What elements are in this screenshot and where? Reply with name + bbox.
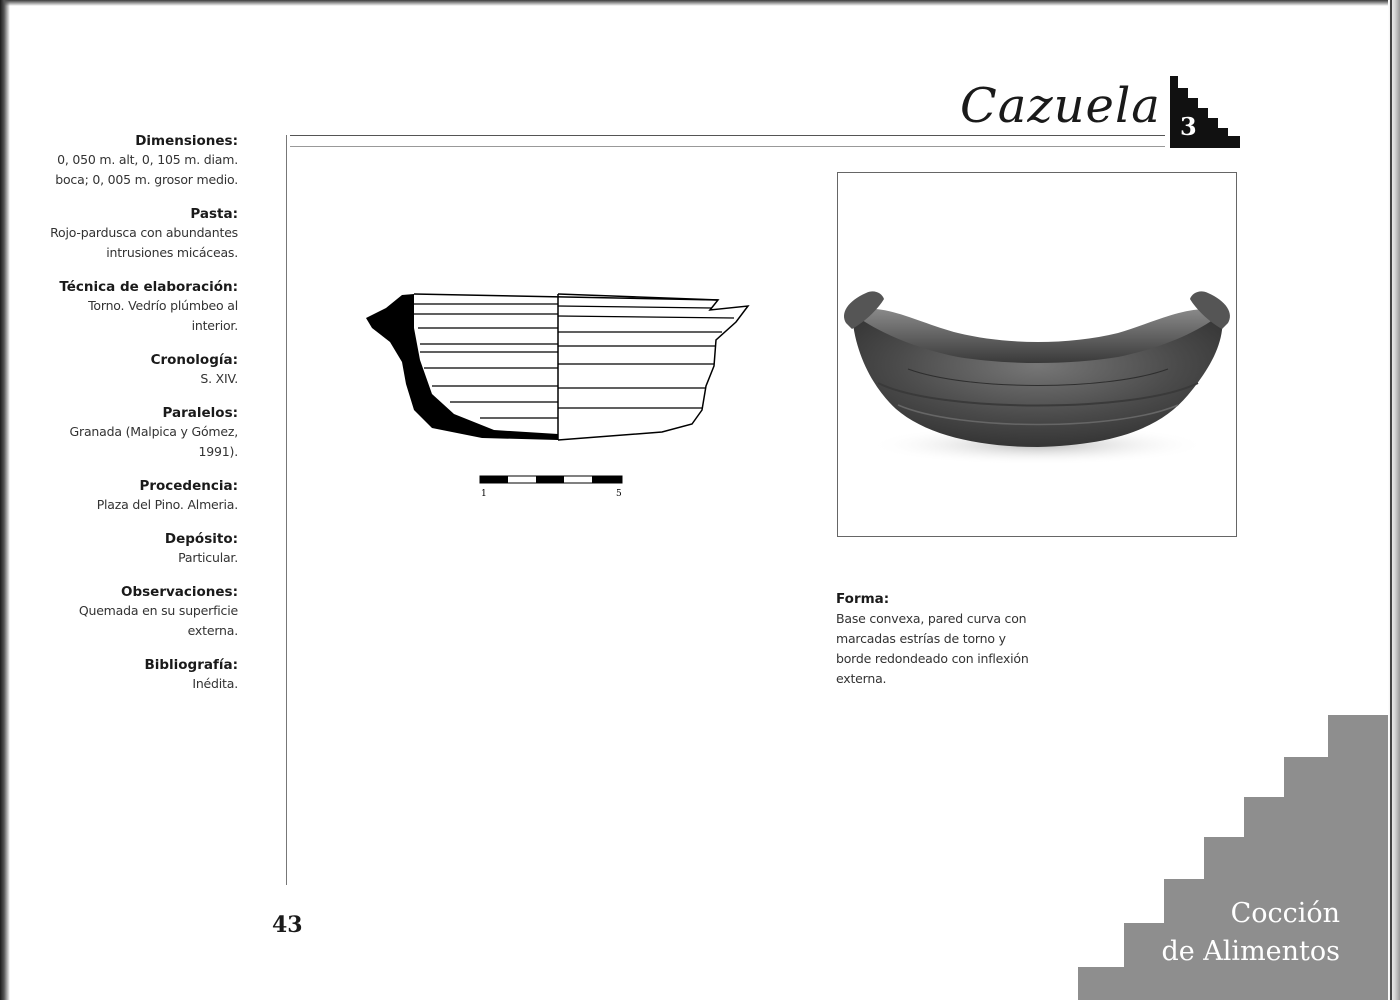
section-title xyxy=(1150,895,1340,971)
meta-entry-bibliografia xyxy=(30,656,238,694)
section-title-line2: de Alimentos xyxy=(1161,936,1340,967)
meta-value: Inédita. xyxy=(192,676,238,691)
meta-entry-dimensiones xyxy=(30,132,238,190)
frame-vertical-rule xyxy=(286,135,287,885)
scale-bar xyxy=(478,472,628,502)
meta-label: Dimensiones: xyxy=(135,133,238,149)
meta-value: 1991). xyxy=(198,444,238,459)
meta-entry-observaciones xyxy=(30,583,238,641)
forma-line: Base convexa, pared curva con xyxy=(836,611,1027,626)
frame-horizontal-rule xyxy=(290,135,1165,136)
meta-label: Bibliografía: xyxy=(144,657,238,673)
forma-description xyxy=(836,589,1066,689)
meta-label: Paralelos: xyxy=(162,405,238,421)
page-right-edge xyxy=(1388,0,1400,1000)
cazuela-photo-image xyxy=(838,173,1236,536)
forma-line: externa. xyxy=(836,671,887,686)
meta-label: Técnica de elaboración: xyxy=(59,279,238,295)
meta-label: Observaciones: xyxy=(120,584,238,600)
forma-line: marcadas estrías de torno y xyxy=(836,631,1006,646)
meta-value: Granada (Malpica y Gómez, xyxy=(69,424,238,439)
scale-start-label: 1 xyxy=(481,489,487,499)
page-top-shadow xyxy=(0,0,1400,6)
meta-label: Depósito: xyxy=(164,531,238,547)
meta-value: externa. xyxy=(187,623,238,638)
meta-value: boca; 0, 005 m. grosor medio. xyxy=(55,172,238,187)
meta-value: 0, 050 m. alt, 0, 105 m. diam. xyxy=(57,152,238,167)
meta-value: Torno. Vedrío plúmbeo al xyxy=(88,298,238,313)
meta-value: S. XIV. xyxy=(200,371,238,386)
scale-end-label: 5 xyxy=(616,489,622,499)
section-title-line1: Cocción xyxy=(1230,898,1340,929)
meta-label: Cronología: xyxy=(150,352,238,368)
vessel-photograph xyxy=(837,172,1237,537)
meta-value: Rojo-pardusca con abundantes xyxy=(50,225,238,240)
meta-entry-deposito xyxy=(30,530,238,568)
metadata-column xyxy=(30,132,238,709)
meta-label: Procedencia: xyxy=(139,478,238,494)
page-number: 43 xyxy=(272,912,303,938)
frame-horizontal-rule-inner xyxy=(290,146,1165,147)
meta-value: interior. xyxy=(191,318,238,333)
meta-value: Particular. xyxy=(178,550,238,565)
vessel-profile-drawing xyxy=(362,290,752,450)
catalog-number: 3 xyxy=(1180,112,1197,141)
meta-value: Plaza del Pino. Almeria. xyxy=(96,497,238,512)
meta-entry-cronologia xyxy=(30,351,238,389)
meta-entry-paralelos xyxy=(30,404,238,462)
forma-label: Forma: xyxy=(836,591,890,607)
meta-entry-procedencia xyxy=(30,477,238,515)
meta-entry-pasta xyxy=(30,205,238,263)
page-title: Cazuela xyxy=(960,78,1161,134)
meta-entry-tecnica xyxy=(30,278,238,336)
meta-value: Quemada en su superficie xyxy=(78,603,238,618)
page-curl-shadow xyxy=(0,0,10,1000)
meta-value: intrusiones micáceas. xyxy=(106,245,238,260)
forma-line: borde redondeado con inflexión xyxy=(836,651,1029,666)
meta-label: Pasta: xyxy=(190,206,238,222)
